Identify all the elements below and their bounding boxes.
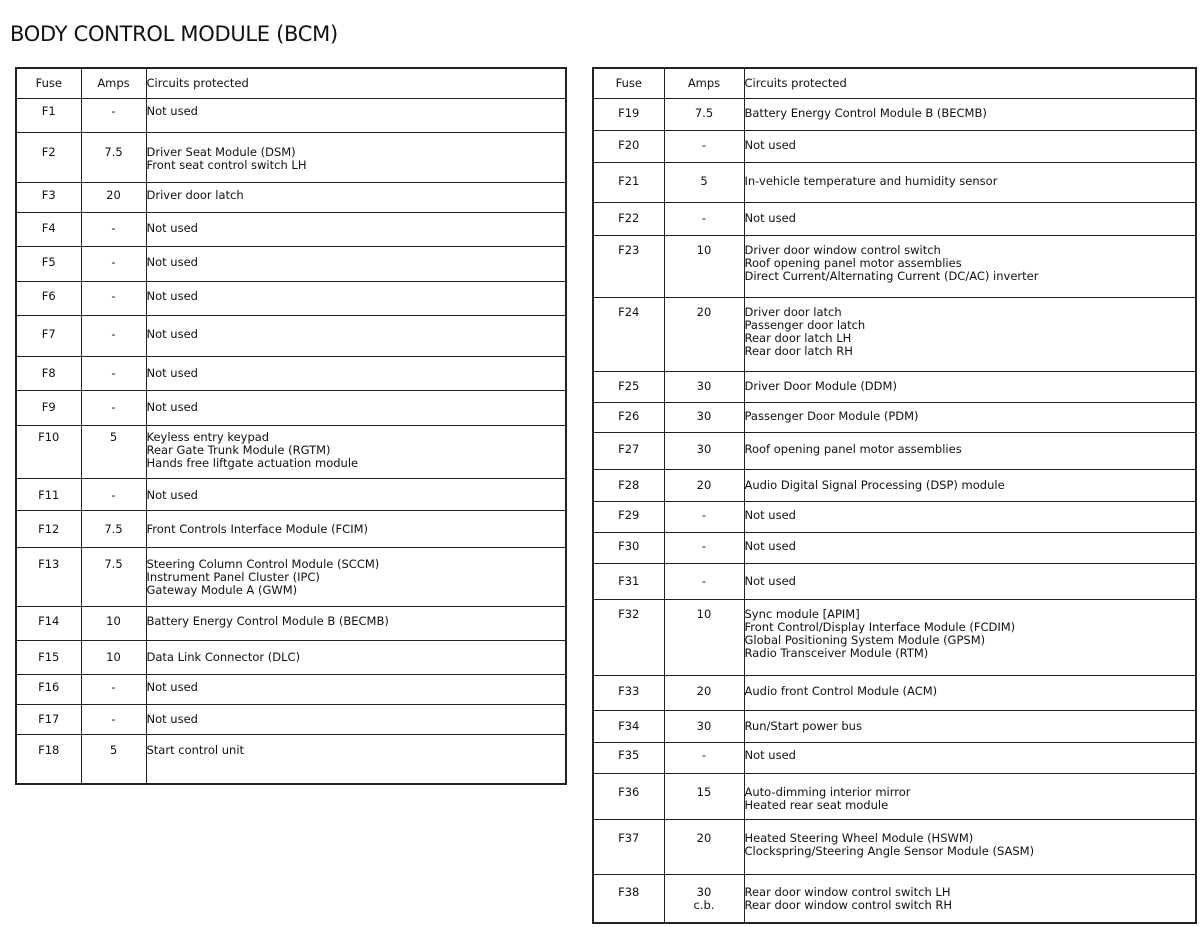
fuse-amps-cell: [81, 390, 146, 425]
table-row: [593, 874, 1196, 923]
circuit-line: Driver Seat Module (DSM): [146, 144, 296, 159]
circuits-cell: [744, 202, 1196, 235]
fuse-number: F17: [38, 711, 60, 726]
circuit-line: Not used: [146, 487, 198, 502]
fuse-amps-cell: [664, 773, 744, 819]
circuit-line: Audio Digital Signal Processing (DSP) module: [744, 477, 1005, 492]
circuits-cell: [146, 182, 566, 212]
circuits-cell: [744, 874, 1196, 923]
fuse-amps: 30: [696, 441, 712, 456]
circuits-cell: [146, 734, 566, 784]
circuits-cell: [744, 742, 1196, 773]
circuit-line: Not used: [146, 326, 198, 341]
fuse-number: F22: [618, 210, 640, 225]
fuse-number: F37: [618, 830, 640, 845]
table-row: [16, 315, 566, 356]
circuits-cell: [146, 281, 566, 315]
fuse-amps-cell: [664, 532, 744, 563]
circuit-line: In-vehicle temperature and humidity sensor: [744, 173, 998, 188]
circuit-line: Front seat control switch LH: [146, 157, 307, 172]
fuse-number: F4: [41, 220, 56, 235]
circuit-line: Not used: [146, 679, 198, 694]
fuse-number: F15: [38, 649, 60, 664]
fuse-number-cell: [16, 390, 81, 425]
fuse-table-right: [592, 67, 1197, 924]
circuit-line: Clockspring/Steering Angle Sensor Module (SASM): [744, 843, 1035, 858]
fuse-amps-cell: [664, 98, 744, 130]
table-row: [16, 674, 566, 704]
fuse-number: F32: [618, 606, 640, 621]
circuits-cell: [146, 390, 566, 425]
circuit-line: Rear door window control switch LH: [744, 884, 951, 899]
fuse-number: F27: [618, 441, 640, 456]
circuit-line: Run/Start power bus: [744, 718, 862, 733]
fuse-number: F8: [41, 365, 56, 380]
fuse-amps: -: [111, 399, 116, 414]
fuse-number-cell: [593, 202, 664, 235]
circuits-cell: [146, 640, 566, 674]
fuse-number: F26: [618, 408, 640, 423]
fuse-number-cell: [593, 162, 664, 202]
page-title: BODY CONTROL MODULE (BCM): [10, 22, 338, 46]
table-header-row: [593, 68, 1196, 98]
fuse-amps-cell: [81, 704, 146, 734]
table-row: [593, 773, 1196, 819]
fuse-amps: 20: [696, 477, 712, 492]
table-row: [16, 212, 566, 246]
fuse-amps-cell: [664, 235, 744, 297]
fuse-amps: 10: [696, 606, 712, 621]
circuits-cell: [744, 819, 1196, 874]
circuit-line: Battery Energy Control Module B (BECMB): [146, 613, 389, 628]
fuse-number-cell: [16, 98, 81, 132]
fuse-amps-cell: [81, 606, 146, 640]
header-fuse: Fuse: [593, 68, 664, 98]
fuse-amps-cell: [664, 202, 744, 235]
fuse-number-cell: [593, 297, 664, 371]
fuse-amps-cell: [81, 734, 146, 784]
circuits-cell: [146, 98, 566, 132]
circuits-cell: [146, 212, 566, 246]
table-row: [16, 281, 566, 315]
fuse-number-cell: [593, 532, 664, 563]
fuse-number: F34: [618, 718, 640, 733]
fuse-amps: -: [701, 747, 707, 762]
circuit-line: Heated Steering Wheel Module (HSWM): [744, 830, 974, 845]
fuse-amps-cell: [81, 674, 146, 704]
fuse-amps: 5: [700, 173, 708, 188]
fuse-number-cell: [593, 675, 664, 710]
fuse-number: F31: [618, 573, 640, 588]
fuse-amps-cell: [81, 212, 146, 246]
circuit-line: Steering Column Control Module (SCCM): [146, 556, 380, 571]
circuits-cell: [744, 402, 1196, 432]
circuits-cell: [146, 704, 566, 734]
circuits-cell: [146, 478, 566, 510]
fuse-number: F7: [41, 326, 56, 341]
fuse-amps-cell: [664, 710, 744, 742]
fuse-number: F18: [38, 742, 60, 757]
fuse-amps-cell: [664, 501, 744, 532]
fuse-amps: 20: [106, 187, 121, 202]
circuits-cell: [146, 674, 566, 704]
fuse-amps: 10: [106, 613, 121, 628]
circuits-cell: [744, 162, 1196, 202]
fuse-amps-cell: [664, 874, 744, 923]
fuse-number: F33: [618, 683, 640, 698]
fuse-number-cell: [16, 356, 81, 390]
fuse-amps: 30: [696, 718, 712, 733]
fuse-amps: -: [111, 103, 116, 118]
table-row: [16, 734, 566, 784]
header-amps: Amps: [81, 68, 146, 98]
circuit-line: Front Controls Interface Module (FCIM): [146, 521, 369, 536]
circuit-line: Not used: [146, 711, 198, 726]
table-row: [16, 547, 566, 606]
circuit-line: Not used: [744, 137, 796, 152]
fuse-amps-cell: [664, 819, 744, 874]
fuse-amps: -: [111, 365, 116, 380]
circuit-line: Sync module [APIM]: [744, 606, 860, 621]
fuse-number: F14: [38, 613, 60, 628]
table-row: [593, 297, 1196, 371]
circuit-line: Auto-dimming interior mirror: [744, 784, 911, 799]
table-row: [16, 640, 566, 674]
circuit-line: Not used: [744, 507, 796, 522]
circuits-cell: [744, 710, 1196, 742]
fuse-number: F35: [618, 747, 640, 762]
fuse-amps: -: [701, 538, 707, 553]
fuse-amps-cell: [664, 675, 744, 710]
fuse-number: F9: [41, 399, 56, 414]
fuse-amps: 7.5: [104, 144, 123, 159]
fuse-number: F25: [618, 378, 640, 393]
table-row: [593, 710, 1196, 742]
circuit-line: Passenger Door Module (PDM): [744, 408, 919, 423]
table-row: [16, 246, 566, 281]
fuse-number-cell: [16, 674, 81, 704]
circuit-line: Hands free liftgate actuation module: [146, 455, 359, 470]
fuse-amps: 5: [109, 429, 118, 444]
table-row: [16, 132, 566, 182]
fuse-amps: 7.5: [694, 105, 714, 120]
fuse-amps-cell: [664, 130, 744, 162]
circuit-line: Not used: [146, 365, 198, 380]
circuit-line: Battery Energy Control Module B (BECMB): [744, 105, 987, 120]
fuse-amps: -: [701, 507, 707, 522]
circuit-line: Global Positioning System Module (GPSM): [744, 632, 986, 647]
table-row: [593, 98, 1196, 130]
circuit-line: Start control unit: [146, 742, 245, 757]
circuits-cell: [146, 315, 566, 356]
circuits-cell: [146, 606, 566, 640]
fuse-amps: -: [111, 254, 116, 269]
fuse-amps: 20: [696, 304, 712, 319]
fuse-amps: -: [111, 711, 116, 726]
fuse-number: F29: [618, 507, 640, 522]
fuse-number-cell: [16, 132, 81, 182]
fuse-amps-cell: [81, 425, 146, 478]
table-row: [16, 98, 566, 132]
circuits-cell: [744, 432, 1196, 469]
fuse-amps-cell: [81, 315, 146, 356]
circuits-cell: [744, 532, 1196, 563]
fuse-amps-cell: [664, 297, 744, 371]
fuse-number-cell: [593, 402, 664, 432]
circuit-line: Keyless entry keypad: [146, 429, 270, 444]
table-row: [16, 704, 566, 734]
fuse-amps-cell: [664, 371, 744, 402]
table-row: [593, 202, 1196, 235]
circuits-cell: [744, 130, 1196, 162]
fuse-amps-cell: [81, 246, 146, 281]
circuits-cell: [744, 469, 1196, 501]
fuse-number-cell: [16, 547, 81, 606]
table-row: [16, 606, 566, 640]
fuse-amps: -: [111, 326, 116, 341]
fuse-number: F2: [41, 144, 56, 159]
header-circuits: Circuits protected: [146, 68, 566, 98]
fuse-amps-cell: [664, 563, 744, 599]
fuse-amps-cell: [81, 182, 146, 212]
fuse-amps: -: [111, 487, 116, 502]
fuse-number-cell: [593, 710, 664, 742]
circuit-line: Radio Transceiver Module (RTM): [744, 645, 929, 660]
circuit-line: Roof opening panel motor assemblies: [744, 255, 962, 270]
fuse-number-cell: [16, 704, 81, 734]
fuse-number: F16: [38, 679, 60, 694]
fuse-number: F23: [618, 242, 640, 257]
fuse-number: F20: [618, 137, 640, 152]
circuit-line: Rear door window control switch RH: [744, 897, 953, 912]
fuse-amps-cell: [81, 132, 146, 182]
fuse-amps: 30: [696, 378, 712, 393]
fuse-number: F12: [38, 521, 60, 536]
header-circuits: Circuits protected: [744, 68, 1196, 98]
fuse-amps: 7.5: [104, 556, 123, 571]
circuit-line: Data Link Connector (DLC): [146, 649, 301, 664]
circuit-line: Front Control/Display Interface Module (FCDIM): [744, 619, 1016, 634]
table-row: [593, 130, 1196, 162]
circuit-line: Roof opening panel motor assemblies: [744, 441, 962, 456]
fuse-amps-cell: [664, 469, 744, 501]
circuits-cell: [744, 563, 1196, 599]
circuits-cell: [146, 425, 566, 478]
fuse-amps: 20: [696, 683, 712, 698]
table-row: [593, 599, 1196, 675]
circuits-cell: [744, 98, 1196, 130]
table-row: [16, 182, 566, 212]
fuse-number-cell: [16, 640, 81, 674]
fuse-amps: 7.5: [104, 521, 123, 536]
circuit-line: Not used: [146, 288, 198, 303]
fuse-number-cell: [593, 874, 664, 923]
circuits-cell: [146, 246, 566, 281]
circuit-line: Rear Gate Trunk Module (RGTM): [146, 442, 331, 457]
circuit-line: Not used: [146, 399, 198, 414]
fuse-amps: 10: [106, 649, 121, 664]
circuit-line: Driver Door Module (DDM): [744, 378, 897, 393]
fuse-number-cell: [16, 606, 81, 640]
fuse-amps-cell: [81, 547, 146, 606]
fuse-number-cell: [16, 734, 81, 784]
fuse-amps: 30: [696, 408, 712, 423]
circuit-line: Not used: [744, 210, 796, 225]
fuse-amps: -: [111, 220, 116, 235]
fuse-number-cell: [593, 563, 664, 599]
fuse-amps: 15: [696, 784, 712, 799]
fuse-number-cell: [16, 246, 81, 281]
fuse-number-cell: [593, 235, 664, 297]
table-row: [593, 162, 1196, 202]
circuit-line: Rear door latch LH: [744, 330, 852, 345]
circuits-cell: [146, 510, 566, 547]
fuse-amps-cell: [664, 432, 744, 469]
circuit-line: Rear door latch RH: [744, 343, 853, 358]
fuse-number-cell: [16, 281, 81, 315]
fuse-amps-cell: [81, 510, 146, 547]
fuse-number-cell: [16, 212, 81, 246]
fuse-number-cell: [593, 599, 664, 675]
fuse-amps-cell: [664, 599, 744, 675]
circuit-line: Not used: [146, 220, 198, 235]
fuse-amps: -: [701, 573, 707, 588]
fuse-amps: 10: [696, 242, 712, 257]
circuits-cell: [146, 356, 566, 390]
header-fuse: Fuse: [16, 68, 81, 98]
table-row: [16, 478, 566, 510]
fuse-number-cell: [16, 510, 81, 547]
fuse-amps: -: [111, 288, 116, 303]
fuse-number: F6: [41, 288, 56, 303]
fuse-number-cell: [16, 478, 81, 510]
circuit-line: Not used: [744, 538, 796, 553]
circuit-line: Passenger door latch: [744, 317, 866, 332]
circuit-line: Direct Current/Alternating Current (DC/AC) inverter: [744, 268, 1039, 283]
fuse-number-cell: [593, 501, 664, 532]
fuse-number-cell: [593, 742, 664, 773]
fuse-amps: -: [701, 137, 707, 152]
circuits-cell: [744, 675, 1196, 710]
table-header-row: [16, 68, 566, 98]
circuit-line: Gateway Module A (GWM): [146, 582, 298, 597]
circuit-line: Not used: [146, 103, 198, 118]
circuit-line: Driver door latch: [146, 187, 244, 202]
fuse-number-cell: [593, 371, 664, 402]
circuits-cell: [744, 599, 1196, 675]
fuse-amps-cell: [664, 742, 744, 773]
table-row: [593, 402, 1196, 432]
circuit-line: Driver door window control switch: [744, 242, 941, 257]
circuits-cell: [744, 371, 1196, 402]
fuse-number-cell: [16, 182, 81, 212]
fuse-number-cell: [593, 130, 664, 162]
circuits-cell: [146, 132, 566, 182]
table-row: [16, 356, 566, 390]
table-row: [593, 563, 1196, 599]
circuit-line: Not used: [146, 254, 198, 269]
fuse-number: F5: [41, 254, 56, 269]
table-row: [593, 371, 1196, 402]
fuse-amps: 20: [696, 830, 712, 845]
table-row: [16, 510, 566, 547]
circuit-line: Audio front Control Module (ACM): [744, 683, 938, 698]
table-row: [16, 390, 566, 425]
fuse-number-cell: [593, 98, 664, 130]
fuse-number-cell: [593, 773, 664, 819]
fuse-table-left: [15, 67, 567, 785]
fuse-amps: 5: [109, 742, 118, 757]
fuse-number-cell: [16, 315, 81, 356]
circuits-cell: [744, 773, 1196, 819]
fuse-amps-cell: [81, 356, 146, 390]
fuse-number: F11: [38, 487, 60, 502]
fuse-amps-cell: [81, 478, 146, 510]
table-row: [593, 235, 1196, 297]
circuit-line: Instrument Panel Cluster (IPC): [146, 569, 320, 584]
fuse-amps: 30 c.b.: [693, 884, 715, 912]
circuit-line: Driver door latch: [744, 304, 842, 319]
fuse-number-cell: [593, 469, 664, 501]
fuse-number: F24: [618, 304, 640, 319]
fuse-amps-cell: [81, 281, 146, 315]
fuse-amps-cell: [664, 162, 744, 202]
fuse-amps: -: [111, 679, 116, 694]
fuse-number: F36: [618, 784, 640, 799]
table-row: [593, 532, 1196, 563]
fuse-number: F38: [618, 884, 640, 899]
fuse-amps-cell: [81, 98, 146, 132]
fuse-amps: -: [701, 210, 707, 225]
fuse-number: F10: [38, 429, 60, 444]
fuse-number: F21: [618, 173, 640, 188]
table-row: [593, 742, 1196, 773]
fuse-number: F13: [38, 556, 60, 571]
table-row: [593, 432, 1196, 469]
table-row: [593, 675, 1196, 710]
fuse-number: F28: [618, 477, 640, 492]
circuits-cell: [744, 501, 1196, 532]
fuse-number: F1: [41, 103, 56, 118]
table-row: [16, 425, 566, 478]
circuits-cell: [744, 235, 1196, 297]
circuits-cell: [744, 297, 1196, 371]
fuse-number: F30: [618, 538, 640, 553]
header-amps: Amps: [664, 68, 744, 98]
fuse-number-cell: [16, 425, 81, 478]
fuse-number-cell: [593, 432, 664, 469]
circuits-cell: [146, 547, 566, 606]
fuse-number-cell: [593, 819, 664, 874]
circuit-line: Not used: [744, 747, 796, 762]
table-row: [593, 469, 1196, 501]
fuse-amps-cell: [81, 640, 146, 674]
circuit-line: Heated rear seat module: [744, 797, 889, 812]
table-row: [593, 819, 1196, 874]
fuse-number: F3: [41, 187, 56, 202]
fuse-number: F19: [618, 105, 640, 120]
circuit-line: Not used: [744, 573, 796, 588]
fuse-amps-cell: [664, 402, 744, 432]
table-row: [593, 501, 1196, 532]
